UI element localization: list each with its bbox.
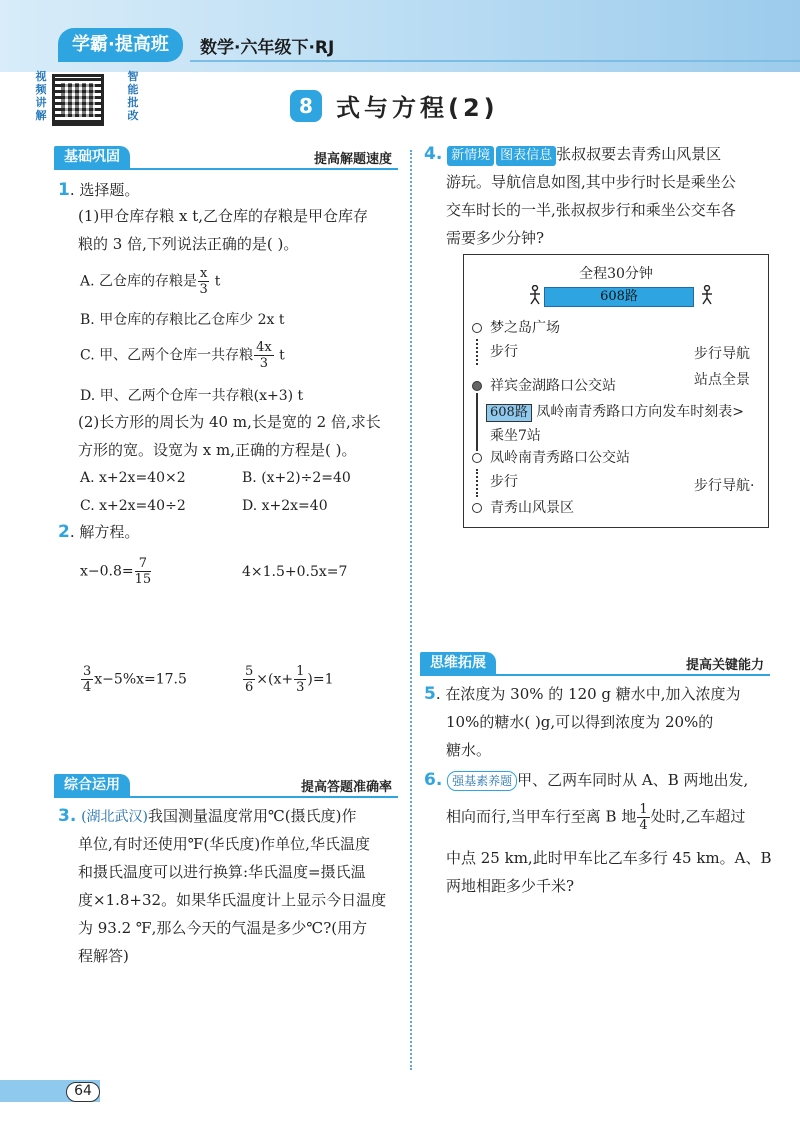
question-number: 4 [424, 144, 436, 164]
question-number: 1 [58, 180, 70, 200]
q1-option-c[interactable]: C. 甲、乙两个仓库一共存粮 $\frac{4x}{3}$ t [80, 340, 285, 371]
q3-line3: 和摄氏温度可以进行换算:华氏温度=摄氏温 [78, 863, 366, 881]
question-number: 5 [424, 684, 436, 704]
navigation-panel [463, 254, 769, 528]
q1-part1-line2: 粮的 3 倍,下列说法正确的是( )。 [78, 235, 299, 253]
bus-stop-icon [472, 381, 482, 391]
question-3: 3. (湖北武汉)我国测量温度常用℃(摄氏度)作 [58, 806, 357, 826]
nav-total-time: 全程30分钟 [579, 266, 653, 282]
question-1 [58, 176, 139, 204]
page-number: 64 [66, 1082, 100, 1102]
fraction: $\frac{4x}{3}$ [256, 340, 272, 371]
q6-line2: 相向而行,当甲车行至离 B 地 $\frac{1}{4}$ 处时,乙车超过 [446, 802, 746, 833]
section-think-tag: 思维拓展 [420, 652, 496, 674]
question-stem: . 解方程。 [69, 523, 140, 541]
column-divider [410, 150, 412, 1070]
lesson-title [290, 88, 499, 123]
stop-dot-icon [472, 323, 482, 333]
tag-core-literacy: 强基素养题 [447, 771, 517, 791]
walk-dots [476, 469, 478, 497]
q1-option-a[interactable]: A. 乙仓库的存粮是 $\frac{x}{3}$ t [80, 266, 221, 297]
section-apply-tag: 综合运用 [54, 774, 130, 796]
q2-equation-4: $\frac{5}{6}$ ×(x+ $\frac{1}{3}$ )=1 [245, 664, 334, 695]
q1-part2-option-b[interactable]: B. (x+2)÷2=40 [242, 470, 351, 486]
fraction: $\frac{1}{3}$ [296, 664, 305, 695]
stop-dot-icon [472, 503, 482, 513]
q1-part2-line1: (2)长方形的周长为 40 m,长是宽的 2 倍,求长 [78, 413, 381, 431]
fraction: $\frac{3}{4}$ [83, 664, 92, 695]
q2-equation-1: x−0.8= $\frac{7}{15}$ [80, 556, 152, 587]
schedule-row[interactable] [486, 403, 744, 422]
route-tag: 608路 [486, 404, 532, 422]
tag-new-scenario: 新情境 [447, 146, 494, 166]
q2-equation-3: $\frac{3}{4}$ x−5%x=17.5 [83, 664, 187, 695]
q4-line3: 交车时长的一半,张叔叔步行和乘坐公交车各 [446, 201, 736, 219]
question-5: 5. 在浓度为 30% 的 120 g 糖水中,加入浓度为 [424, 684, 741, 704]
schedule-link[interactable]: 凤岭南青秀路口方向发车时刻表> [536, 404, 745, 420]
stop-dot-icon [472, 453, 482, 463]
bus-route-bar: 608路 [544, 287, 694, 307]
lesson-number: 8 [290, 90, 322, 122]
nav-stop-2: 祥宾金湖路口公交站 [490, 378, 616, 394]
q5-line3: 糖水。 [446, 741, 492, 759]
question-number: 6 [424, 770, 436, 790]
fraction: $\frac{1}{4}$ [639, 802, 648, 833]
nav-walk-1: 步行 [490, 344, 518, 360]
q6-line3: 中点 25 km,此时甲车比乙车多行 45 km。A、B [446, 849, 772, 867]
nav-ride: 乘坐7站 [490, 428, 541, 444]
q3-line5: 为 93.2 ℉,那么今天的气温是多少℃?(用方 [78, 919, 368, 937]
bus-line [476, 393, 478, 451]
question-number: 2 [58, 522, 70, 542]
book-info: 数学·六年级下·RJ [200, 38, 335, 58]
station-view-link[interactable]: 站点全景 [694, 372, 750, 388]
section-basic-header [54, 146, 398, 170]
section-think-header [420, 652, 770, 676]
section-basic-sub: 提高解题速度 [313, 152, 392, 167]
nav-stop-1: 梦之岛广场 [490, 320, 560, 336]
walk-nav-link-2[interactable]: 步行导航· [694, 478, 755, 494]
q1-part2-line2: 方形的宽。设宽为 x m,正确的方程是( )。 [78, 441, 357, 459]
q4-line4: 需要多少分钟? [446, 229, 545, 247]
tag-chart-info: 图表信息 [496, 146, 556, 166]
question-4: 4. 新情境 图表信息 张叔叔要去青秀山风景区 [424, 144, 722, 164]
q1-option-d[interactable]: D. 甲、乙两个仓库一共存粮(x+3) t [80, 388, 304, 404]
nav-walk-2: 步行 [490, 474, 518, 490]
nav-stop-4: 青秀山风景区 [490, 500, 574, 516]
q3-line6: 程解答) [78, 947, 129, 965]
fraction: $\frac{x}{3}$ [199, 266, 208, 297]
q2-equation-2: 4×1.5+0.5x=7 [242, 564, 348, 580]
q6-line4: 两地相距多少千米? [446, 877, 575, 895]
q1-part2-option-a[interactable]: A. x+2x=40×2 [80, 470, 186, 486]
qr-right-label: 智能批改 [127, 70, 139, 122]
q3-line4: 度×1.8+32。如果华氏温度计上显示今日温度 [78, 891, 387, 909]
q4-line2: 游玩。导航信息如图,其中步行时长是乘坐公 [446, 173, 736, 191]
header-divider [190, 60, 800, 62]
q1-option-b[interactable]: B. 甲仓库的存粮比乙仓库少 2x t [80, 312, 285, 328]
fraction: $\frac{5}{6}$ [245, 664, 254, 695]
question-2 [58, 518, 139, 546]
question-number: 3 [58, 806, 70, 826]
q1-part2-option-c[interactable]: C. x+2x=40÷2 [80, 498, 186, 514]
walker-end-icon [700, 285, 714, 310]
walker-start-icon [528, 285, 542, 310]
fraction: $\frac{7}{15}$ [134, 556, 152, 587]
qr-left-label: 视频讲解 [35, 70, 47, 122]
q3-line2: 单位,有时还使用℉(华氏度)作单位,华氏温度 [78, 835, 370, 853]
q1-part2-option-d[interactable]: D. x+2x=40 [242, 498, 328, 514]
walk-nav-link-1[interactable]: 步行导航 [694, 346, 750, 362]
walk-dots [476, 339, 478, 365]
section-apply-sub: 提高答题准确率 [300, 780, 392, 795]
lesson-title-text: 式与方程(2) [336, 94, 499, 122]
qr-block[interactable] [34, 70, 144, 132]
section-apply-header [54, 774, 398, 798]
section-basic-tag: 基础巩固 [54, 146, 130, 168]
question-6: 6. 强基素养题 甲、乙两车同时从 A、B 两地出发, [424, 770, 749, 790]
nav-stop-3: 凤岭南青秀路口公交站 [490, 450, 630, 466]
source-tag: (湖北武汉) [81, 809, 149, 825]
q5-line2: 10%的糖水( )g,可以得到浓度为 20%的 [446, 713, 714, 731]
q1-part1-line1: (1)甲仓库存粮 x t,乙仓库的存粮是甲仓库存 [78, 207, 369, 225]
section-think-sub: 提高关键能力 [685, 658, 764, 673]
brand-tab: 学霸·提高班 [58, 28, 183, 62]
question-stem: . 选择题。 [69, 181, 140, 199]
qr-code-icon[interactable] [52, 74, 104, 126]
